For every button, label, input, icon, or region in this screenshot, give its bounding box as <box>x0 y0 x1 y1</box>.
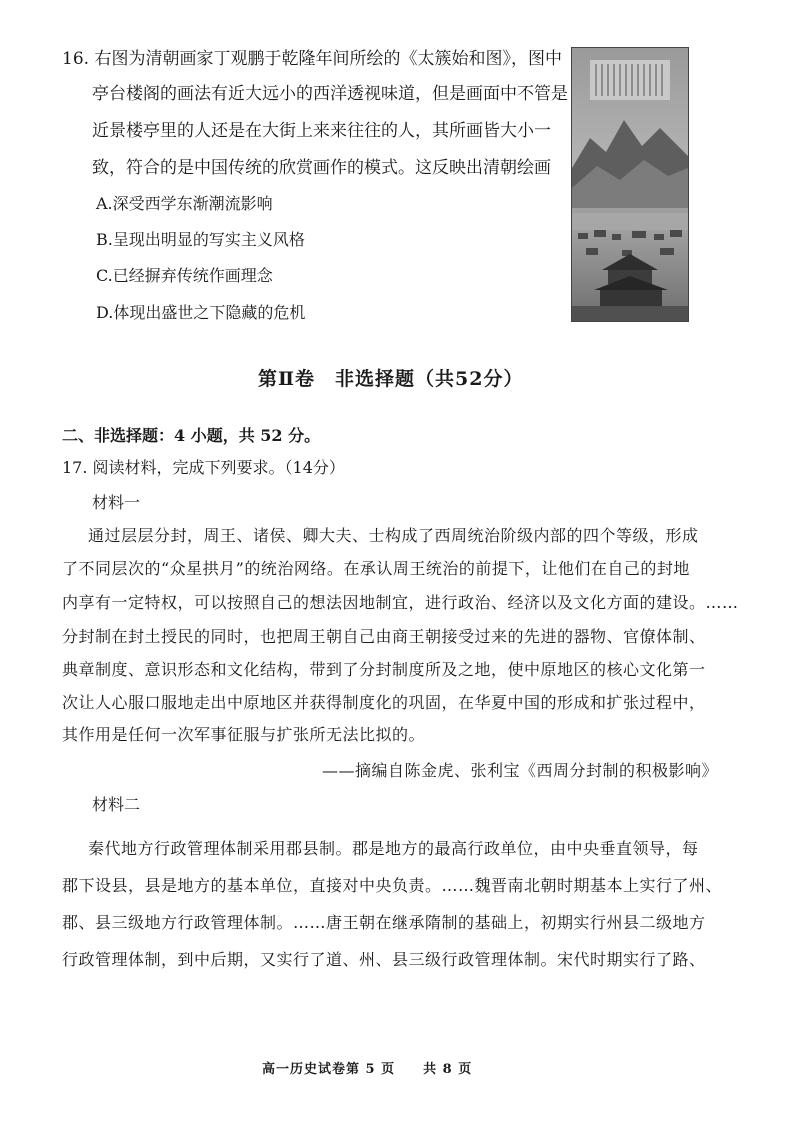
page-footer: 高一历史试卷第 5 页 共 8 页 <box>262 1062 473 1077</box>
landscape-painting-icon <box>571 47 689 322</box>
material2-line-3: 郡、县三级地方行政管理体制。……唐王朝在继承隋制的基础上，初期实行州县二级地方 <box>62 913 706 932</box>
q16-line-2: 亭台楼阁的画法有近大远小的西洋透视味道，但是画面中不管是 <box>92 84 568 104</box>
material2-line-2: 郡下设县，县是地方的基本单位，直接对中央负责。……魏晋南北朝时期基本上实行了州、 <box>62 876 723 895</box>
material1-source: ——摘编自陈金虎、张利宝《西周分封制的积极影响》 <box>321 761 718 780</box>
q16-line-4: 致，符合的是中国传统的欣赏画作的模式。这反映出清朝绘画 <box>92 158 551 178</box>
material2-label: 材料二 <box>92 795 141 814</box>
q16-line-3: 近景楼亭里的人还是在大街上来来往往的人，其所画皆大小一 <box>92 121 551 141</box>
material1-line-5: 典章制度、意识形态和文化结构，带到了分封制度所及之地，使中原地区的核心文化第一 <box>62 660 706 679</box>
material1-label: 材料一 <box>92 493 141 512</box>
material1-line-7: 其作用是任何一次军事征服与扩张所无法比拟的。 <box>62 725 426 744</box>
material2-line-4: 行政管理体制，到中后期，又实行了道、州、县三级行政管理体制。宋代时期实行了路、 <box>62 950 706 969</box>
q16-option-c: C.已经摒弃传统作画理念 <box>96 266 273 285</box>
material2-line-1: 秦代地方行政管理体制采用郡县制。郡是地方的最高行政单位，由中央垂直领导，每 <box>88 839 699 858</box>
material1-line-3: 内享有一定特权，可以按照自己的想法因地制宜，进行政治、经济以及文化方面的建设。…… <box>62 593 739 612</box>
material1-line-4: 分封制在封土授民的同时，也把周王朝自己由商王朝接受过来的先进的器物、官僚体制、 <box>62 627 706 646</box>
q16-option-b: B.呈现出明显的写实主义风格 <box>96 230 305 249</box>
q16-option-d: D.体现出盛世之下隐藏的危机 <box>96 303 306 322</box>
q16-line-1: 16. 右图为清朝画家丁观鹏于乾隆年间所绘的《太簇始和图》，图中 <box>62 49 562 69</box>
q16-option-a: A.深受西学东渐潮流影响 <box>96 194 273 213</box>
section-subtitle: 二、非选择题：4 小题，共 52 分。 <box>62 426 321 445</box>
material1-line-1: 通过层层分封，周王、诸侯、卿大夫、士构成了西周统治阶级内部的四个等级，形成 <box>88 526 699 545</box>
q17-prompt: 17. 阅读材料，完成下列要求。（14分） <box>62 458 345 477</box>
section-title: 第Ⅱ卷 非选择题（共52分） <box>258 368 524 390</box>
material1-line-2: 了不同层次的“众星拱月”的统治网络。在承认周王统治的前提下，让他们在自己的封地 <box>62 559 690 578</box>
material1-line-6: 次让人心服口服地走出中原地区并获得制度化的巩固，在华夏中国的形成和扩张过程中， <box>62 693 706 712</box>
